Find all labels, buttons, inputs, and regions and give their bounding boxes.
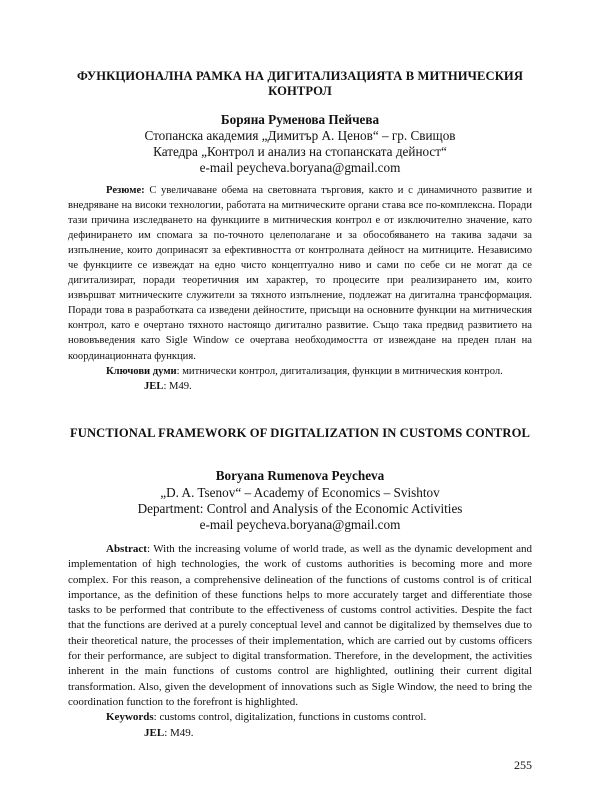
en-email: e-mail peycheva.boryana@gmail.com bbox=[199, 517, 401, 532]
bg-abstract-label: Резюме: bbox=[106, 185, 145, 196]
en-abstract-block bbox=[68, 542, 532, 741]
bg-affiliation: Стопанска академия „Димитър А. Ценов“ – гр. Свищов bbox=[144, 128, 456, 143]
en-title: FUNCTIONAL FRAMEWORK OF DIGITALIZATION IN CUSTOMS CONTROL bbox=[69, 426, 531, 440]
bg-author: Боряна Руменова Пейчева bbox=[220, 112, 380, 127]
en-author: Boryana Rumenova Peycheva bbox=[215, 468, 385, 483]
en-jel-text: : M49. bbox=[164, 726, 194, 739]
bg-keywords-text: : митнически контрол, дигитализация, функции в митническия контрол. bbox=[176, 365, 503, 377]
bg-keywords-label: Ключови думи bbox=[106, 365, 177, 377]
bg-jel-label: JEL bbox=[144, 380, 164, 392]
en-jel bbox=[68, 726, 532, 741]
en-keywords bbox=[68, 710, 532, 725]
en-abstract-text: : With the increasing volume of world trade, as well as the dynamic development and implementation of high technologies, the work of customs authorities is becoming more and more complex. For this reason, a comprehensive delineation of the functions of customs control is of critical importance, as the definition of these functions helps to more accurately target and differentiate those tasks to be performed that contribute to the effectiveness of customs control activities. Despite the fact that the functions are derived at a purely conceptual level and cannot be digitalized by themselves due to their theoretical nature, the processes of their implementation, which are carried out by customs officers for their performance, are subject to digital transformation. Therefore, in the development, the activities inherent in the main functions of customs control are highlighted, outlining their current digital transformation. Also, given the development of innovations such as Sigle Window, the need to bring the coordination function to the forefront is highlighted. bbox=[68, 543, 532, 708]
bg-department: Катедра „Контрол и анализ на стопанската дейност“ bbox=[153, 144, 447, 159]
en-keywords-label: Keywords bbox=[106, 711, 154, 724]
bg-email: e-mail peycheva.boryana@gmail.com bbox=[199, 160, 401, 175]
en-abstract-label: Abstract bbox=[106, 543, 147, 555]
en-jel-label: JEL bbox=[144, 726, 165, 739]
bg-jel bbox=[68, 379, 532, 394]
bg-title: ФУНКЦИОНАЛНА РАМКА НА ДИГИТАЛИЗАЦИЯТА В МИТНИЧЕСКИЯ КОНТРОЛ bbox=[76, 69, 524, 98]
bg-jel-text: : M49. bbox=[163, 380, 192, 392]
bg-abstract-block bbox=[68, 183, 532, 394]
en-affiliation: „D. A. Tsenov“ – Academy of Economics – Svishtov bbox=[160, 485, 440, 500]
en-abstract bbox=[68, 542, 532, 710]
en-keywords-text: : customs control, digitalization, functions in customs control. bbox=[153, 711, 427, 724]
bg-abstract bbox=[68, 183, 532, 364]
en-department: Department: Control and Analysis of the Economic Activities bbox=[137, 501, 463, 516]
page-number: 255 bbox=[514, 758, 532, 772]
bg-abstract-text: С увеличаване обема на световната търговия, както и с динамичното развитие и внедряване на високи технологии, работата на митническите органи става все по-комплексна. Поради тази причина изследването на функциите в митническия контрол е от изключително значение, като дефинирането им спомага за по-точното целеполагане и за обособяването на такива задачи за изпълнение, които допринасят за ефективността от контролната дейност на митниците. Независимо че функциите се извеждат на едно чисто концептуално ниво и сами по себе си не могат да се дигитализират, поради теоретичния им характер, то процесите при реализирането им, които извършват митническите служители за тяхното изпълнение, подлежат на дигитална трансформация. Поради това в разработката са изведени дейностите, присъщи на основните функции на митническия контрол, като е очертано тяхното настоящо дигитално развитие. Също така предвид развитието на нововъведения като Sigle Window се очертава необходимостта от извеждане на преден план на координационната функция. bbox=[68, 185, 532, 362]
bg-keywords bbox=[68, 364, 532, 379]
